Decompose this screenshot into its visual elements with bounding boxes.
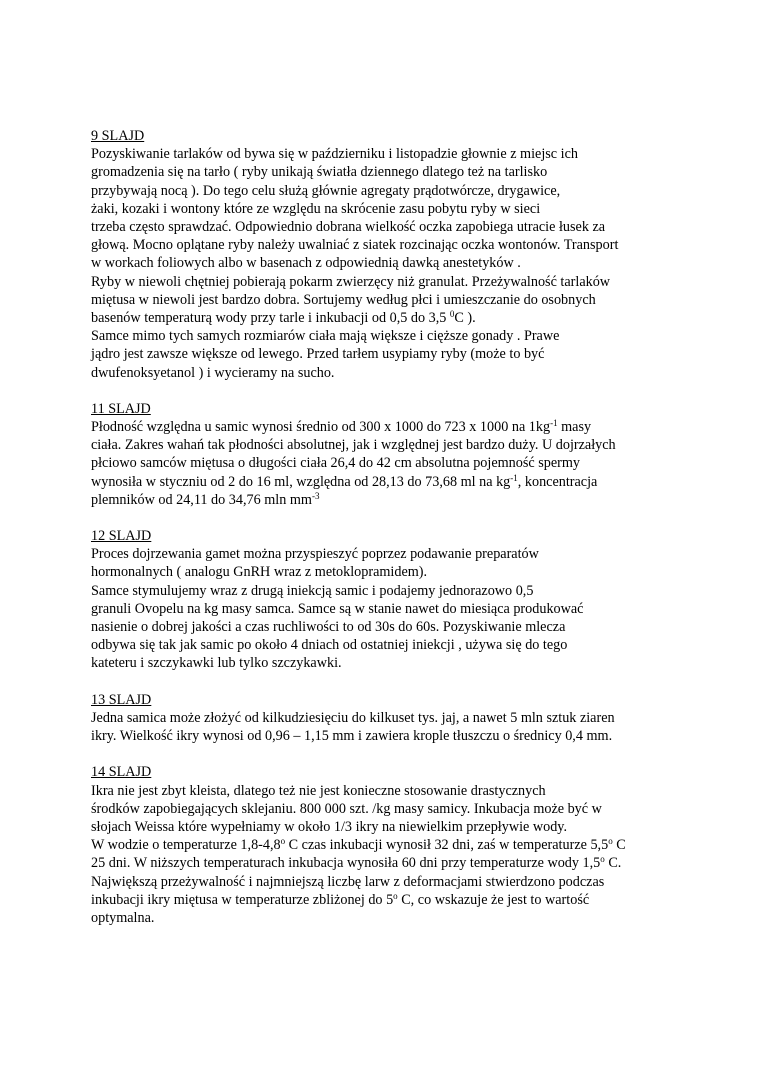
slide-section bbox=[91, 527, 700, 673]
text-run: Samce mimo tych samych rozmiarów ciała mają większe i cięższe gonady . Prawe bbox=[91, 328, 560, 345]
text-line bbox=[91, 854, 700, 872]
superscript: 0 bbox=[449, 309, 455, 320]
text-run: C czas inkubacji wynosił 32 dni, zaś w temperaturze 5,5 bbox=[285, 837, 609, 854]
superscript: o bbox=[280, 836, 286, 847]
text-run: kateteru i szczykawki lub tylko szczykawki. bbox=[91, 655, 342, 672]
text-run: w workach foliowych albo w basenach z odpowiednią dawką anestetyków . bbox=[91, 255, 521, 272]
text-run: nasienie o dobrej jakości a czas ruchliwości to od 30s do 60s. Pozyskiwanie mlecza bbox=[91, 619, 566, 636]
text-line bbox=[91, 327, 700, 345]
text-run: Największą przeżywalność i najmniejszą liczbę larw z deformacjami stwierdzono podczas bbox=[91, 873, 605, 890]
text-run: gromadzenia się na tarło ( ryby unikają światła dziennego dlatego też na tarlisko bbox=[91, 164, 548, 181]
text-line bbox=[91, 145, 700, 163]
text-line bbox=[91, 709, 700, 727]
text-run: hormonalnych ( analogu GnRH wraz z metoklopramidem). bbox=[91, 564, 428, 581]
text-run: przybywają nocą ). Do tego celu służą głównie agregaty prądotwórcze, drygawice, bbox=[91, 182, 561, 199]
text-run: optymalna. bbox=[91, 909, 155, 926]
slide-section bbox=[91, 400, 700, 509]
text-line bbox=[91, 727, 700, 745]
text-line bbox=[91, 563, 700, 581]
slide-section bbox=[91, 691, 700, 746]
text-run: masy bbox=[557, 419, 592, 436]
section-heading: 9 SLAJD bbox=[91, 128, 145, 144]
text-run: inkubacji ikry miętusa w temperaturze zbliżonej do 5 bbox=[91, 891, 394, 908]
text-line bbox=[91, 309, 700, 327]
text-run: basenów temperaturą wody przy tarle i inkubacji od 0,5 do 3,5 bbox=[91, 310, 450, 327]
text-run: odbywa się tak jak samic po około 4 dniach od ostatniej iniekcji , używa się do tego bbox=[91, 637, 568, 654]
text-run: Samce stymulujemy wraz z drugą iniekcją samic i podajemy jednorazowo 0,5 bbox=[91, 582, 534, 599]
text-line bbox=[91, 873, 700, 891]
text-line bbox=[91, 654, 700, 672]
text-line bbox=[91, 545, 700, 563]
text-run: płciowo samców miętusa o długości ciała 26,4 do 42 cm absolutna pojemność spermy bbox=[91, 455, 580, 472]
text-run: wynosiła w styczniu od 2 do 16 ml, względna od 28,13 do 73,68 ml na kg bbox=[91, 473, 511, 490]
text-run: C bbox=[612, 837, 626, 854]
superscript: o bbox=[608, 836, 613, 847]
text-run: słojach Weissa które wypełniamy w około 1/3 ikry na niewielkim przepływie wody. bbox=[91, 818, 568, 835]
text-run: jądro jest zawsze większe od lewego. Przed tarłem usypiamy ryby (może to być bbox=[91, 346, 545, 363]
text-run: 25 dni. W niższych temperaturach inkubacja wynosiła 60 dni przy temperaturze wody 1,5 bbox=[91, 855, 601, 872]
text-run: Pozyskiwanie tarlaków od bywa się w październiku i listopadzie głownie z miejsc ich bbox=[91, 146, 578, 163]
text-line bbox=[91, 182, 700, 200]
text-run: C ). bbox=[454, 310, 476, 327]
section-heading: 12 SLAJD bbox=[91, 528, 152, 545]
text-line bbox=[91, 636, 700, 654]
text-run: granuli Ovopelu na kg masy samca. Samce są w stanie nawet do miesiąca produkować bbox=[91, 600, 584, 617]
text-run: głową. Mocno oplątane ryby należy uwalniać z siatek rozcinając oczka wontonów. Transport bbox=[91, 237, 619, 254]
text-line bbox=[91, 345, 700, 363]
text-run: środków zapobiegających sklejaniu. 800 000 szt. /kg masy samicy. Inkubacja może być w bbox=[91, 800, 602, 817]
text-run: C, co wskazuje że jest to wartość bbox=[397, 891, 590, 908]
text-run: , koncentracja bbox=[517, 473, 598, 490]
text-line bbox=[91, 909, 700, 927]
text-line bbox=[91, 473, 700, 491]
text-line bbox=[91, 291, 700, 309]
text-line bbox=[91, 418, 700, 436]
text-run: Płodność względna u samic wynosi średnio od 300 x 1000 do 723 x 1000 na 1kg bbox=[91, 419, 551, 436]
text-line bbox=[91, 836, 700, 854]
text-line bbox=[91, 582, 700, 600]
superscript: o bbox=[600, 854, 605, 865]
text-line bbox=[91, 200, 700, 218]
text-run: ciała. Zakres wahań tak płodności absolutnej, jak i względnej jest bardzo duży. U dojrzałych bbox=[91, 437, 616, 454]
text-line bbox=[91, 273, 700, 291]
slide-section bbox=[91, 127, 700, 382]
text-line bbox=[91, 618, 700, 636]
text-run: C. bbox=[604, 855, 622, 872]
slide-section bbox=[91, 763, 700, 927]
superscript: -1 bbox=[550, 418, 558, 429]
text-run: trzeba często sprawdzać. Odpowiednio dobrana wielkość oczka zapobiega utracie łusek za bbox=[91, 219, 606, 236]
text-line bbox=[91, 236, 700, 254]
section-heading: 13 SLAJD bbox=[91, 691, 152, 708]
text-line bbox=[91, 800, 700, 818]
text-run: ikry. Wielkość ikry wynosi od 0,96 – 1,15 mm i zawiera krople tłuszczu o średnicy 0,4 mm. bbox=[91, 728, 613, 745]
text-line bbox=[91, 364, 700, 382]
text-run: miętusa w niewoli jest bardzo dobra. Sortujemy według płci i umieszczanie do osobnych bbox=[91, 291, 596, 308]
superscript: -3 bbox=[311, 490, 320, 501]
text-line bbox=[91, 818, 700, 836]
text-line bbox=[91, 491, 700, 509]
text-run: Ryby w niewoli chętniej pobierają pokarm zwierzęcy niż granulat. Przeżywalność tarlaków bbox=[91, 273, 611, 290]
text-run: W wodzie o temperaturze 1,8-4,8 bbox=[91, 837, 281, 854]
section-heading: 11 SLAJD bbox=[91, 400, 151, 417]
text-run: Jedna samica może złożyć od kilkudziesięciu do kilkuset tys. jaj, a nawet 5 mln sztuk ziaren bbox=[91, 709, 615, 726]
text-line bbox=[91, 891, 700, 909]
text-run: Proces dojrzewania gamet można przyspieszyć poprzez podawanie preparatów bbox=[91, 546, 539, 563]
text-line bbox=[91, 600, 700, 618]
text-line bbox=[91, 782, 700, 800]
text-run: plemników od 24,11 do 34,76 mln mm bbox=[91, 491, 312, 508]
text-line bbox=[91, 454, 700, 472]
text-run: Ikra nie jest zbyt kleista, dlatego też nie jest konieczne stosowanie drastycznych bbox=[91, 782, 546, 799]
text-line bbox=[91, 436, 700, 454]
text-run: dwufenoksyetanol ) i wycieramy na sucho. bbox=[91, 364, 335, 381]
text-run: żaki, kozaki i wontony które ze względu na skrócenie zasu pobytu ryby w sieci bbox=[91, 200, 541, 217]
superscript: -1 bbox=[510, 472, 518, 483]
text-line bbox=[91, 254, 700, 272]
text-line bbox=[91, 163, 700, 181]
superscript: o bbox=[393, 890, 398, 901]
text-line bbox=[91, 218, 700, 236]
section-heading: 14 SLAJD bbox=[91, 764, 152, 781]
